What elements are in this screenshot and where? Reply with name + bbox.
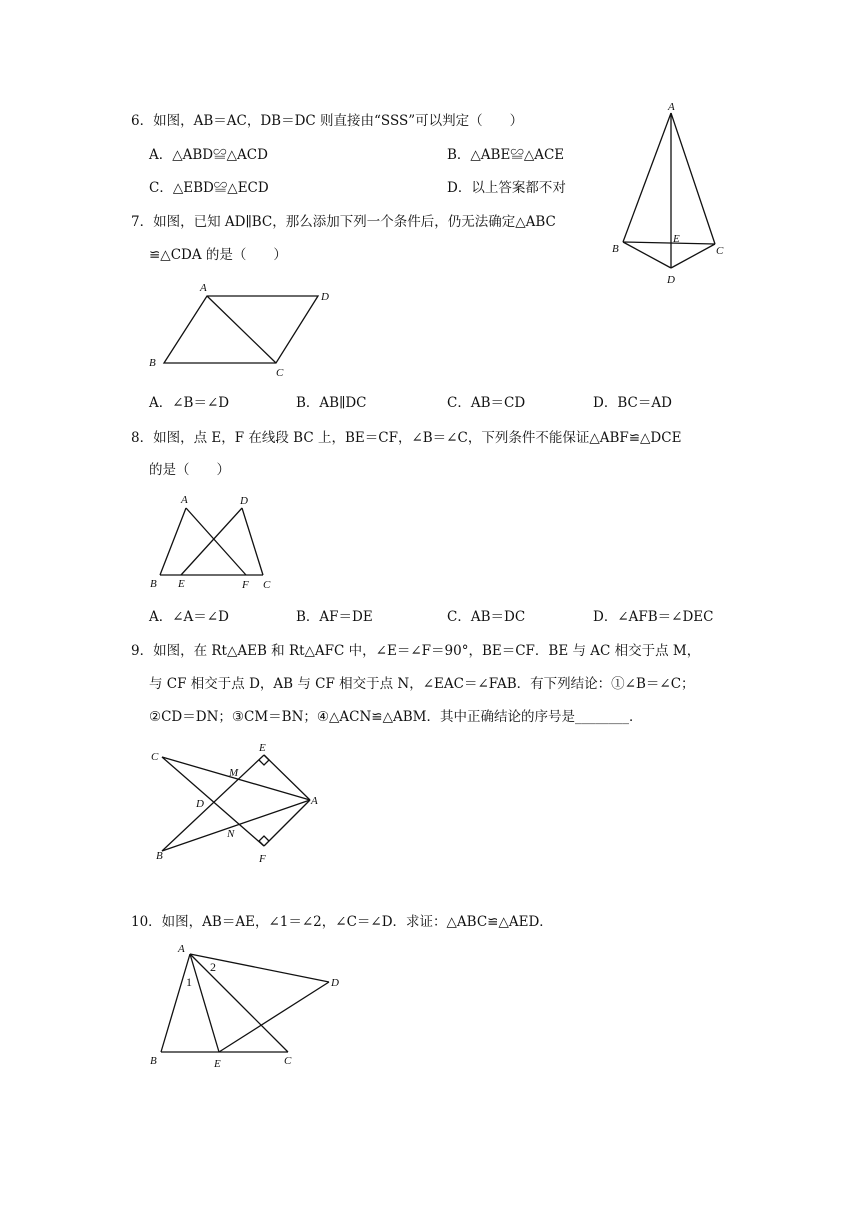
q8-option-a: A．∠A＝∠D bbox=[149, 609, 229, 625]
q9-label-c: C bbox=[151, 751, 159, 763]
q9-stem-line2: 与 CF 相交于点 D，AB 与 CF 相交于点 N，∠EAC＝∠FAB．有下列结论：①∠B＝∠C； bbox=[149, 676, 695, 692]
q6-stem: 6．如图，AB＝AC，DB＝DC 则直接由“SSS”可以判定（ ） bbox=[131, 113, 524, 129]
q10-label-a: A bbox=[178, 943, 185, 955]
q8-option-c: C．AB＝DC bbox=[447, 609, 526, 625]
q10-figure bbox=[146, 940, 356, 1075]
q6-label-c: C bbox=[716, 245, 724, 257]
q10-label-b: B bbox=[150, 1055, 157, 1067]
q7-label-a: A bbox=[200, 282, 207, 294]
q8-option-b: B．AF＝DE bbox=[296, 609, 373, 625]
q9-label-d: D bbox=[196, 798, 204, 810]
q10-angle-1: 1 bbox=[186, 975, 192, 989]
q7-option-a: A．∠B＝∠D bbox=[149, 395, 230, 411]
q7-stem-line2: ≌△CDA 的是（ ） bbox=[149, 247, 287, 263]
q6-label-d: D bbox=[667, 274, 675, 286]
q9-label-m: M bbox=[229, 767, 239, 779]
q8-label-c: C bbox=[263, 579, 271, 591]
q9-stem-line1: 9．如图，在 Rt△AEB 和 Rt△AFC 中，∠E＝∠F＝90°，BE＝CF．BE 与 AC 相交于点 M， bbox=[131, 643, 701, 659]
q9-label-f: F bbox=[259, 853, 266, 865]
q8-label-f: F bbox=[242, 579, 249, 591]
q10-label-d: D bbox=[331, 977, 339, 989]
q10-label-e: E bbox=[214, 1058, 221, 1070]
q7-option-b: B．AB∥DC bbox=[296, 395, 367, 411]
q7-stem-line1: 7．如图，已知 AD∥BC，那么添加下列一个条件后，仍无法确定△ABC bbox=[131, 214, 556, 230]
q7-label-c: C bbox=[276, 367, 284, 379]
q6-option-c: C．△EBD≌△ECD bbox=[149, 180, 269, 196]
q6-option-b: B．△ABE≌△ACE bbox=[447, 147, 565, 163]
q6-option-d: D．以上答案都不对 bbox=[447, 180, 566, 196]
q7-option-c: C．AB＝CD bbox=[447, 395, 526, 411]
q8-label-b: B bbox=[150, 578, 157, 590]
q8-stem-line2: 的是（ ） bbox=[149, 462, 230, 478]
q6-label-b: B bbox=[612, 243, 619, 255]
q9-label-e: E bbox=[259, 742, 266, 754]
q7-figure bbox=[146, 280, 346, 380]
q10-stem: 10．如图，AB＝AE，∠1＝∠2，∠C＝∠D．求证：△ABC≌△AED． bbox=[131, 914, 553, 930]
q8-label-a: A bbox=[181, 494, 188, 506]
q6-label-e: E bbox=[673, 233, 680, 245]
q7-label-b: B bbox=[149, 357, 156, 369]
q6-option-a: A．△ABD≌△ACD bbox=[149, 147, 268, 163]
q8-label-d: D bbox=[240, 495, 248, 507]
q7-option-d: D．BC＝AD bbox=[593, 395, 672, 411]
q7-label-d: D bbox=[321, 291, 329, 303]
q10-angle-2: 2 bbox=[210, 960, 216, 974]
q6-figure bbox=[608, 100, 728, 290]
q6-label-a: A bbox=[668, 101, 675, 113]
q9-label-b: B bbox=[156, 850, 163, 862]
q10-label-c: C bbox=[284, 1055, 292, 1067]
q9-label-a: A bbox=[311, 795, 318, 807]
q8-option-d: D．∠AFB＝∠DEC bbox=[593, 609, 714, 625]
q9-label-n: N bbox=[227, 828, 235, 840]
q8-label-e: E bbox=[178, 578, 185, 590]
q9-stem-line3: ②CD＝DN；③CM＝BN；④△ACN≌△ABM．其中正确结论的序号是________． bbox=[149, 709, 643, 725]
q8-stem-line1: 8．如图，点 E，F 在线段 BC 上，BE＝CF，∠B＝∠C，下列条件不能保证△ABF≌△DCE bbox=[131, 430, 682, 446]
q8-figure bbox=[146, 490, 286, 595]
q9-figure bbox=[146, 738, 336, 868]
